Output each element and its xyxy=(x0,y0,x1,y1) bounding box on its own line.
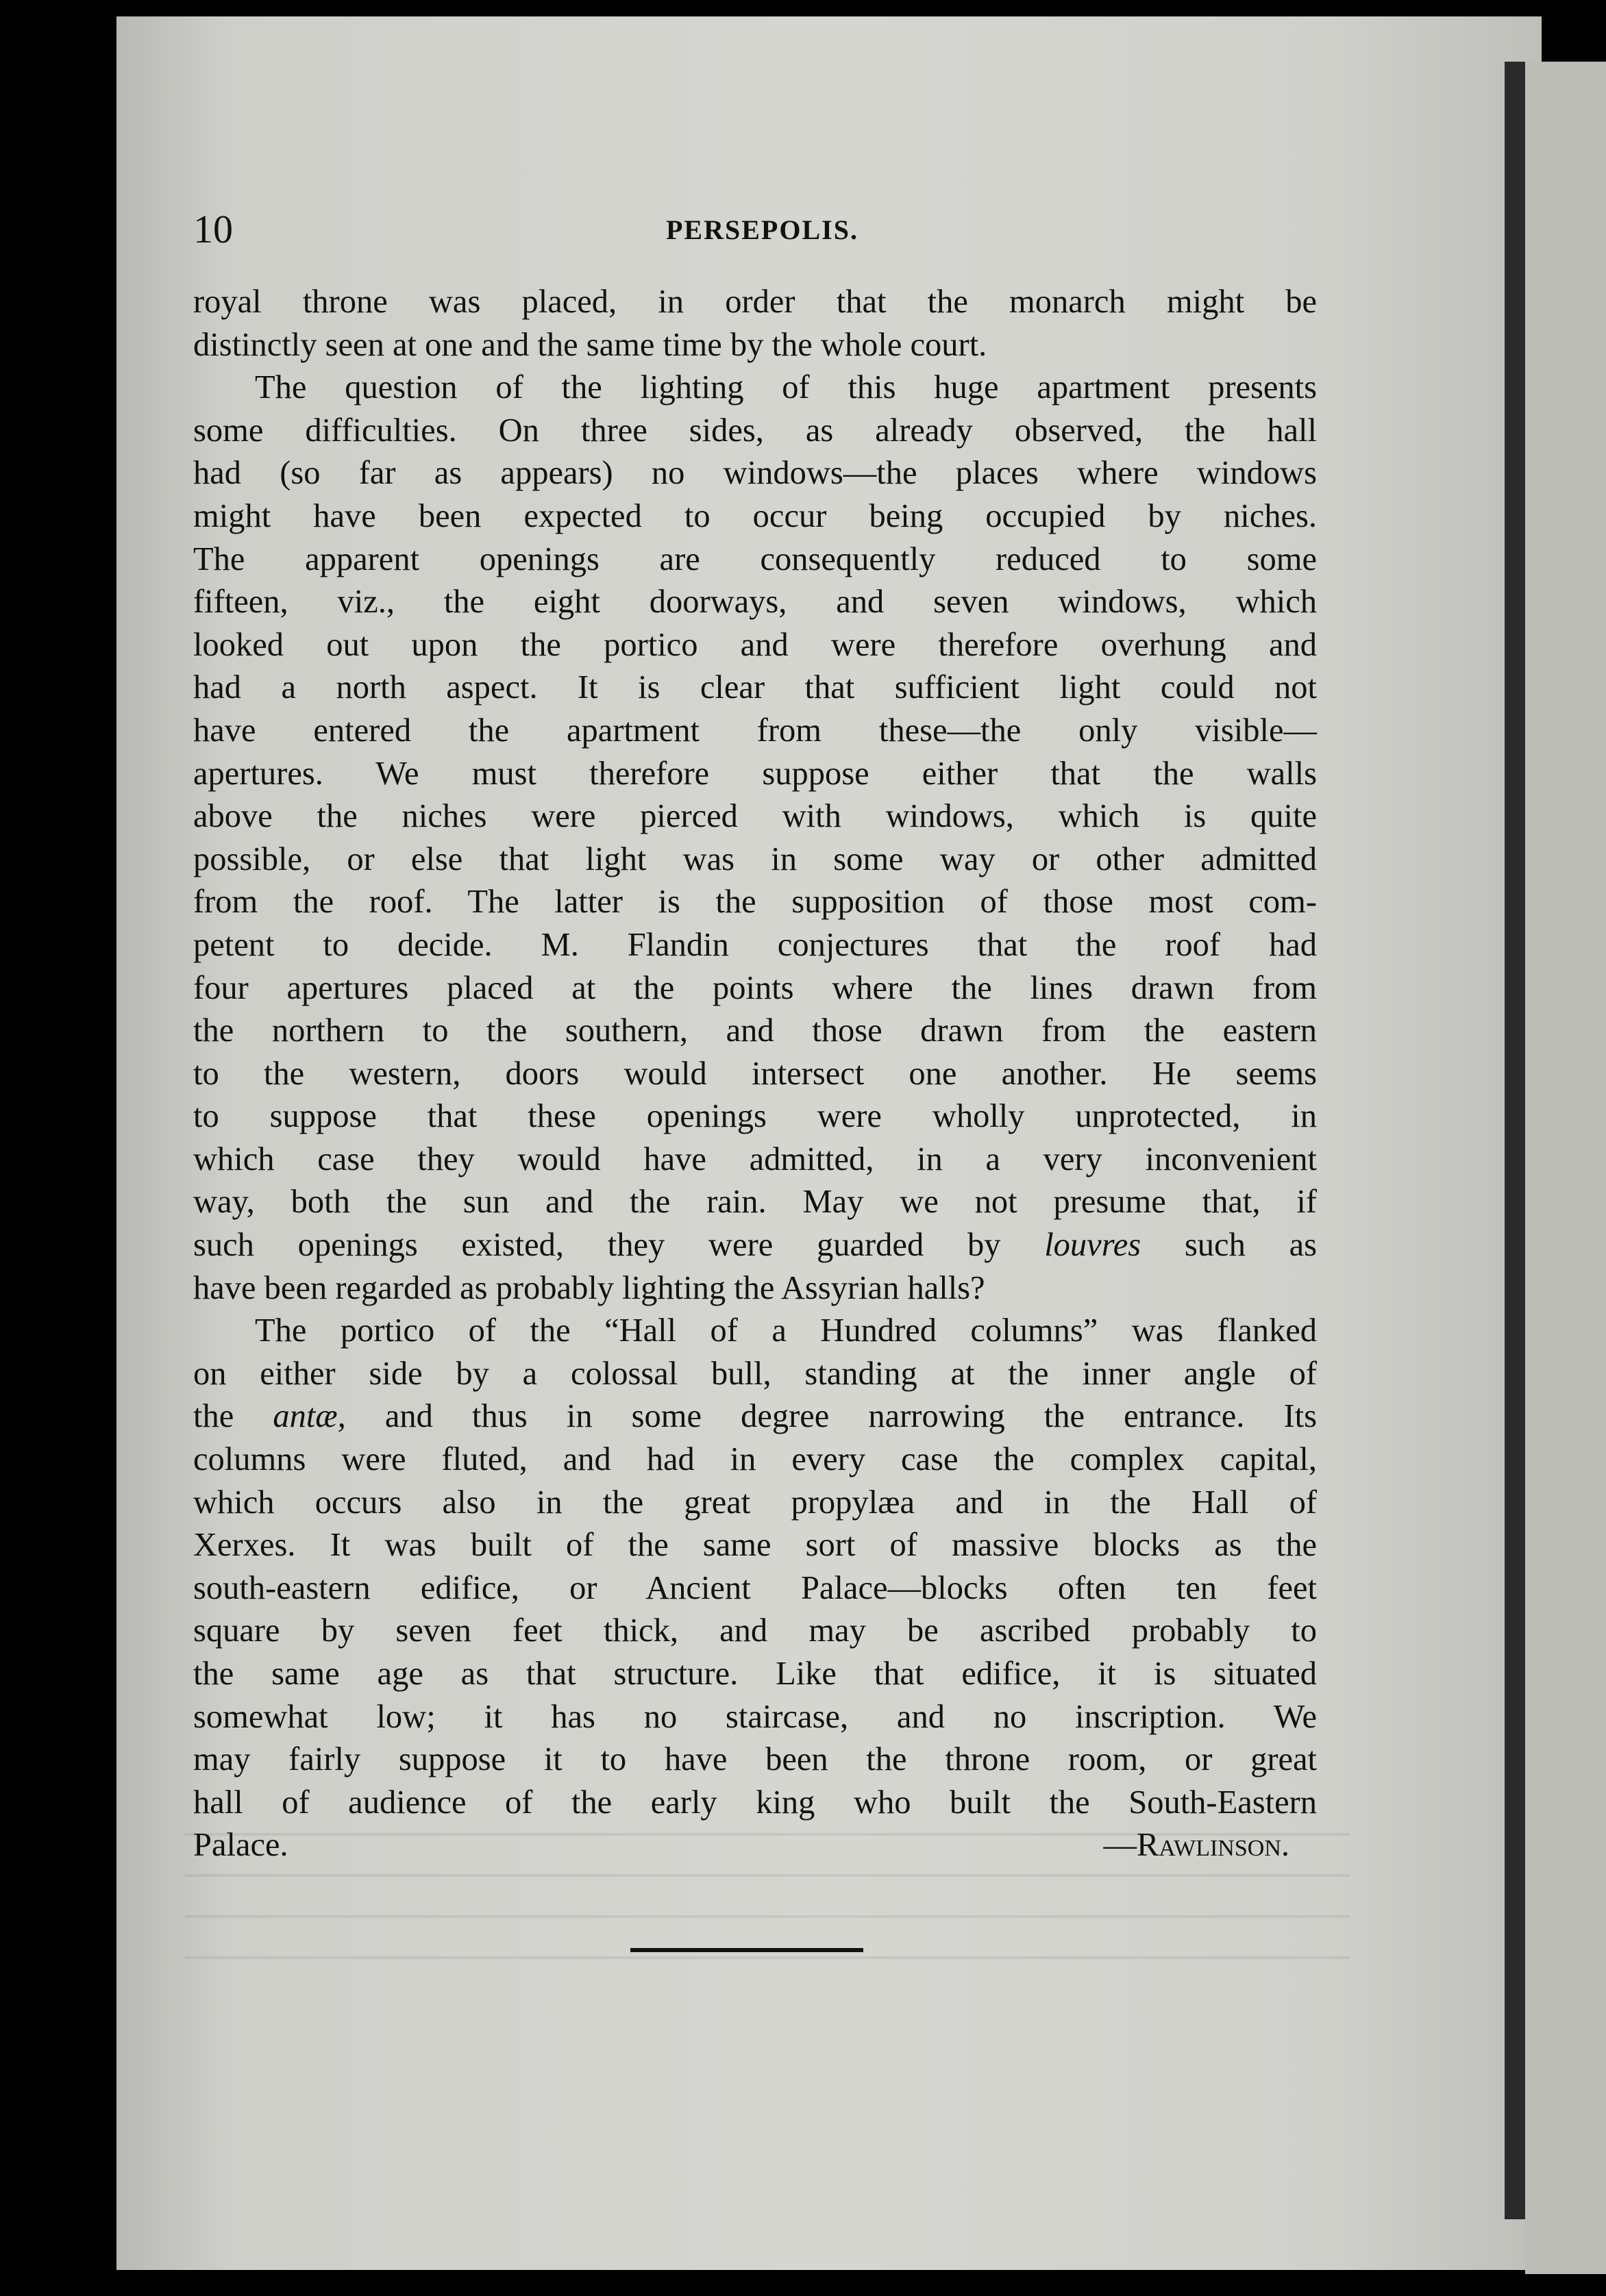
text-segment: and thus in some degree narrowing the entrance. Its xyxy=(384,1398,1317,1435)
text-line: fifteen, viz., the eight doorways, and seven windows, which xyxy=(193,584,1317,621)
running-head xyxy=(193,205,1317,253)
section-rule xyxy=(630,1948,863,1952)
page-title: PERSEPOLIS. xyxy=(666,214,858,245)
text-line: The question of the lighting of this huge apartment presents xyxy=(255,369,1317,406)
text-segment: such openings existed, they were guarded by xyxy=(193,1227,1001,1264)
text-line: have been regarded as probably lighting the Assyrian halls? xyxy=(193,1269,985,1306)
page-gutter-shadow xyxy=(1505,62,1525,2219)
text-line: had (so far as appears) no windows—the places where windows xyxy=(193,455,1317,492)
text-line: had a north aspect. It is clear that sufficient light could not xyxy=(193,669,1317,706)
text-line-louvres xyxy=(193,1224,1317,1267)
text-line: columns were fluted, and had in every case the complex capital, xyxy=(193,1441,1317,1478)
text-line: may fairly suppose it to have been the throne room, or great xyxy=(193,1741,1317,1778)
text-line-antae xyxy=(193,1395,1317,1438)
text-line: hall of audience of the early king who built the South-Eastern xyxy=(193,1784,1317,1821)
text-line: distinctly seen at one and the same time by the whole court. xyxy=(193,326,987,363)
text-line: way, both the sun and the rain. May we not presume that, if xyxy=(193,1184,1317,1221)
text-line: the same age as that structure. Like that edifice, it is situated xyxy=(193,1656,1317,1692)
text-line: above the niches were pierced with windows, which is quite xyxy=(193,798,1317,835)
text-line: possible, or else that light was in some way or other admitted xyxy=(193,840,1317,877)
text-line: petent to decide. M. Flandin conjectures that the roof had xyxy=(193,926,1317,963)
text-segment: Palace. xyxy=(193,1827,288,1864)
text-line: royal throne was placed, in order that the monarch might be xyxy=(193,284,1317,320)
text-line: The portico of the “Hall of a Hundred columns” was flanked xyxy=(255,1312,1317,1349)
text-line: south-eastern edifice, or Ancient Palace—blocks often ten feet xyxy=(193,1569,1317,1606)
show-through-text xyxy=(185,1822,1350,1959)
text-line: on either side by a colossal bull, standing at the inner angle of xyxy=(193,1355,1317,1392)
text-line: to suppose that these openings were wholly unprotected, in xyxy=(193,1098,1317,1135)
text-line: square by seven feet thick, and may be ascribed probably to xyxy=(193,1612,1317,1649)
text-line: apertures. We must therefore suppose either that the walls xyxy=(193,755,1317,792)
text-line: somewhat low; it has no staircase, and no inscription. We xyxy=(193,1698,1317,1735)
body-text xyxy=(193,281,1317,1867)
text-line: which occurs also in the great propylæa and in the Hall of xyxy=(193,1484,1317,1521)
text-segment: such as xyxy=(1184,1227,1317,1264)
italic-louvres: louvres xyxy=(1044,1227,1141,1264)
italic-antae: antæ, xyxy=(273,1398,346,1435)
text-line: which case they would have admitted, in a very inconvenient xyxy=(193,1140,1317,1177)
text-line: to the western, doors would intersect one another. He seems xyxy=(193,1055,1317,1092)
page-number: 10 xyxy=(193,207,233,251)
text-line: might have been expected to occur being occupied by niches. xyxy=(193,497,1317,534)
text-line: looked out upon the portico and were therefore overhung and xyxy=(193,626,1317,663)
text-line: The apparent openings are consequently reduced to some xyxy=(193,540,1317,577)
text-line: have entered the apartment from these—the only visible— xyxy=(193,712,1317,749)
text-line: some difficulties. On three sides, as already observed, the hall xyxy=(193,412,1317,449)
text-segment: the xyxy=(193,1398,234,1435)
adjacent-page-edge xyxy=(1525,62,1606,2274)
text-line: Xerxes. It was built of the same sort of massive blocks as the xyxy=(193,1527,1317,1564)
text-line: from the roof. The latter is the supposition of those most com- xyxy=(193,884,1317,921)
author-signature: —Rawlinson. xyxy=(1103,1827,1289,1864)
text-line: four apertures placed at the points where the lines drawn from xyxy=(193,969,1317,1006)
text-line: the northern to the southern, and those drawn from the eastern xyxy=(193,1012,1317,1049)
